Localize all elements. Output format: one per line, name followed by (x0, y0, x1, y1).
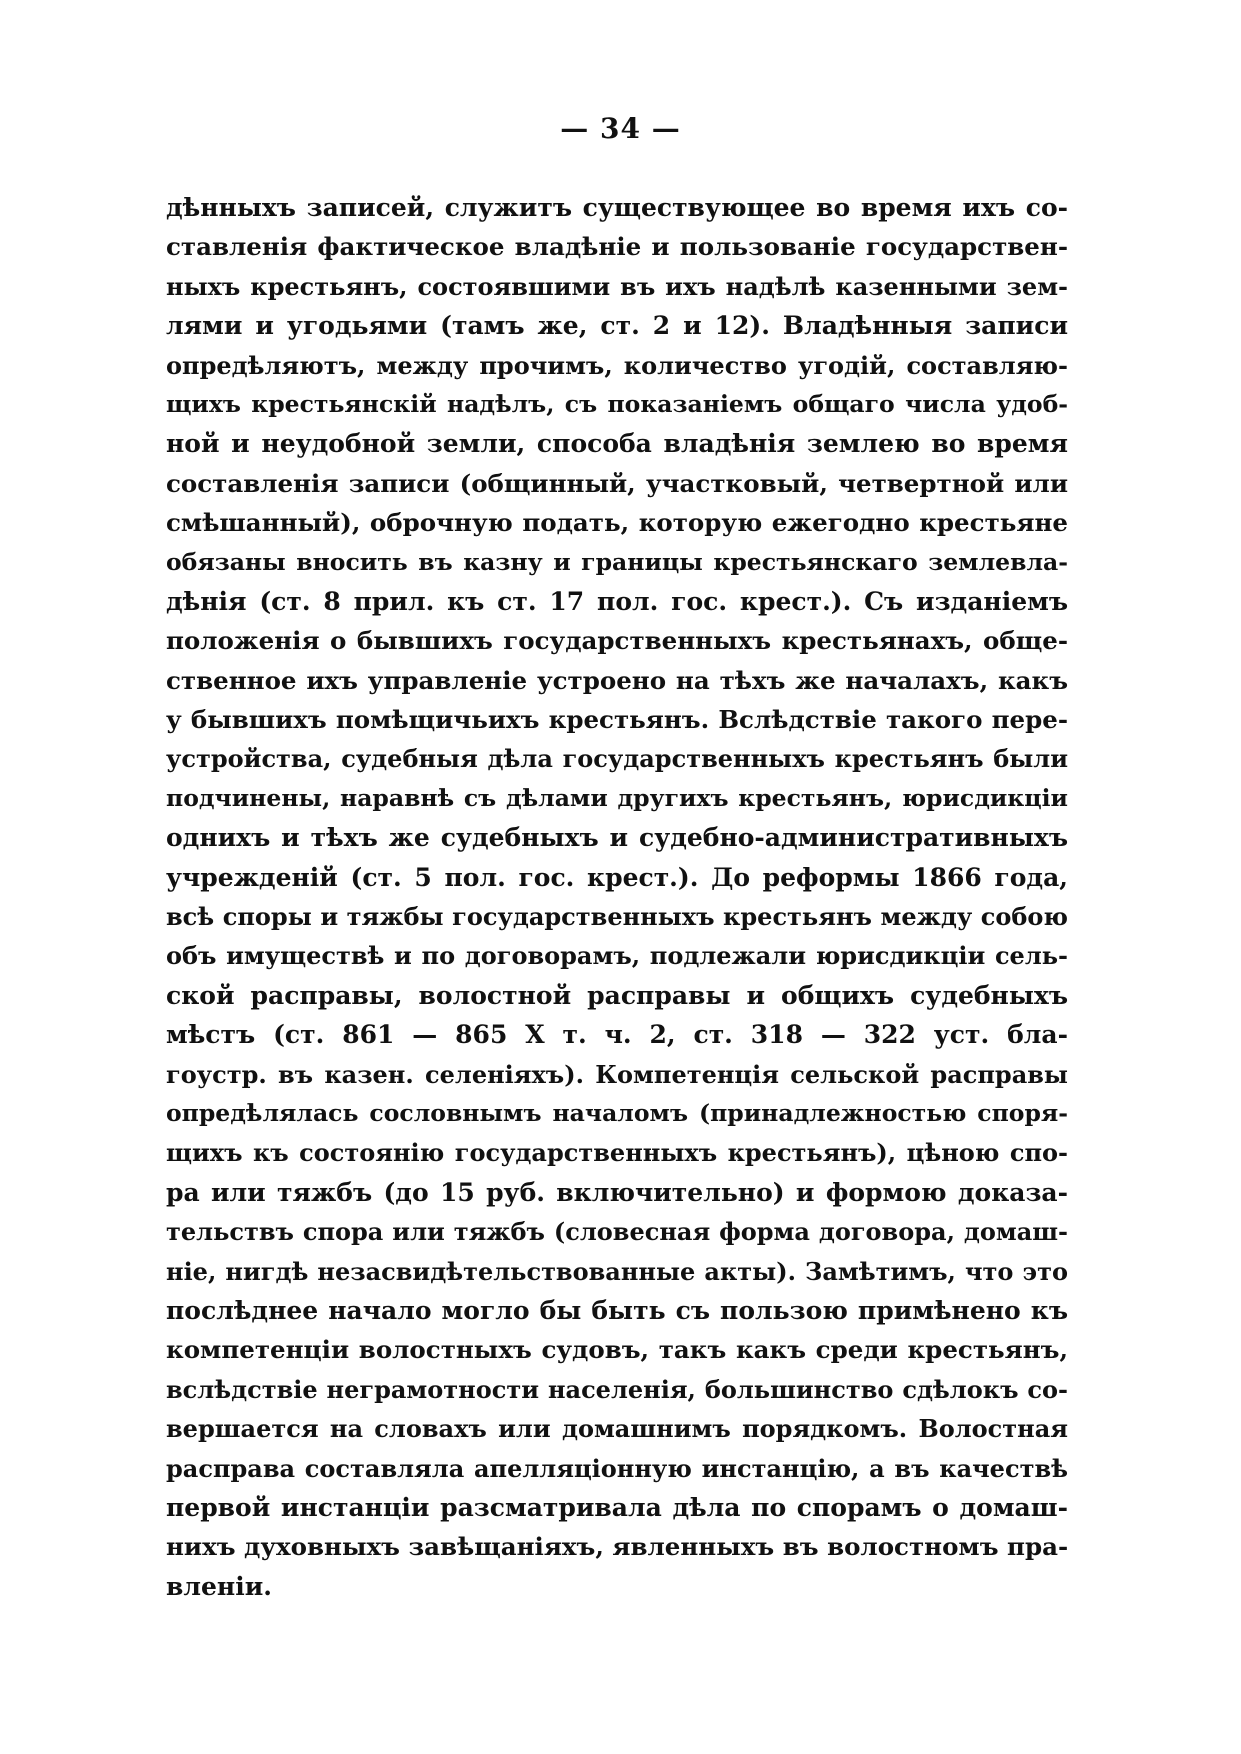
text-line: однихъ и тѣхъ же судебныхъ и судебно-административныхъ (166, 823, 1068, 853)
text-line: послѣднее начало могло бы быть съ пользою примѣнено къ (166, 1295, 1068, 1325)
text-line: компетенціи волостныхъ судовъ, такъ какъ среди крестьянъ, (166, 1335, 1068, 1365)
text-line: дѣнныхъ записей, служитъ существующее во время ихъ со- (166, 193, 1068, 222)
text-line: ра или тяжбъ (до 15 руб. включительно) и формою доказа- (166, 1177, 1068, 1207)
text-line: подчинены, наравнѣ съ дѣлами другихъ крестьянъ, юрисдикціи (166, 783, 1068, 812)
text-line: смѣшанный), оброчную подать, которую ежегодно крестьяне (166, 508, 1068, 538)
text-line: ской расправы, волостной расправы и общихъ судебныхъ (166, 980, 1068, 1010)
text-line: вершается на словахъ или домашнимъ порядкомъ. Волостная (166, 1414, 1068, 1444)
text-line: ственное ихъ управленіе устроено на тѣхъ же началахъ, какъ (166, 665, 1068, 695)
text-line: гоустр. въ казен. селеніяхъ). Компетенція сельской расправы (166, 1059, 1068, 1089)
text-line: нихъ духовныхъ завѣщаніяхъ, явленныхъ въ волостномъ пра- (166, 1532, 1068, 1562)
text-line: щихъ къ состоянію государственныхъ крестьянъ), цѣною спо- (166, 1138, 1068, 1168)
text-line: устройства, судебныя дѣла государственныхъ крестьянъ были (166, 744, 1068, 774)
text-line: дѣнія (ст. 8 прил. къ ст. 17 пол. гос. крест.). Съ изданіемъ (166, 586, 1068, 616)
text-line: мѣстъ (ст. 861 — 865 X т. ч. 2, ст. 318 — 322 уст. бла- (166, 1020, 1068, 1050)
text-line: расправа составляла апелляціонную инстанцію, а въ качествѣ (166, 1453, 1068, 1483)
text-line: всѣ споры и тяжбы государственныхъ крестьянъ между собою (166, 902, 1068, 932)
text-line: опредѣлялась сословнымъ началомъ (принадлежностью споря- (166, 1098, 1068, 1127)
text-line: щихъ крестьянскій надѣлъ, съ показаніемъ общаго числа удоб- (166, 389, 1068, 418)
text-line: вленіи. (166, 1571, 272, 1601)
text-line: ной и неудобной земли, способа владѣнія землею во время (166, 429, 1068, 459)
text-line: ставленія фактическое владѣніе и пользованіе государствен- (166, 232, 1068, 262)
text-line: составленія записи (общинный, участковый, четвертной или (166, 468, 1068, 498)
text-line: опредѣляютъ, между прочимъ, количество угодій, составляю- (166, 350, 1068, 380)
text-line: тельствъ спора или тяжбъ (словесная форма договора, домаш- (166, 1217, 1068, 1247)
text-line: обязаны вносить въ казну и границы крестьянскаго землевла- (166, 547, 1068, 576)
page-number: — 34 — (560, 112, 681, 145)
text-line: объ имуществѣ и по договорамъ, подлежали юрисдикціи сель- (166, 941, 1068, 971)
text-line: лями и угодьями (тамъ же, ст. 2 и 12). Владѣнныя записи (166, 311, 1068, 341)
text-line: положенія о бывшихъ государственныхъ крестьянахъ, обще- (166, 626, 1068, 656)
text-line: у бывшихъ помѣщичьихъ крестьянъ. Вслѣдствіе такого пере- (166, 705, 1068, 735)
text-line: ныхъ крестьянъ, состоявшими въ ихъ надѣлѣ казенными зем- (166, 271, 1068, 301)
text-line: вслѣдствіе неграмотности населенія, большинство сдѣлокъ со- (166, 1374, 1068, 1404)
text-line: учрежденій (ст. 5 пол. гос. крест.). До реформы 1866 года, (166, 862, 1068, 892)
body-text (166, 188, 1068, 1606)
text-line: ніе, нигдѣ незасвидѣтельствованные акты). Замѣтимъ, что это (166, 1256, 1068, 1286)
text-line: первой инстанціи разсматривала дѣла по спорамъ о домаш- (166, 1492, 1068, 1522)
